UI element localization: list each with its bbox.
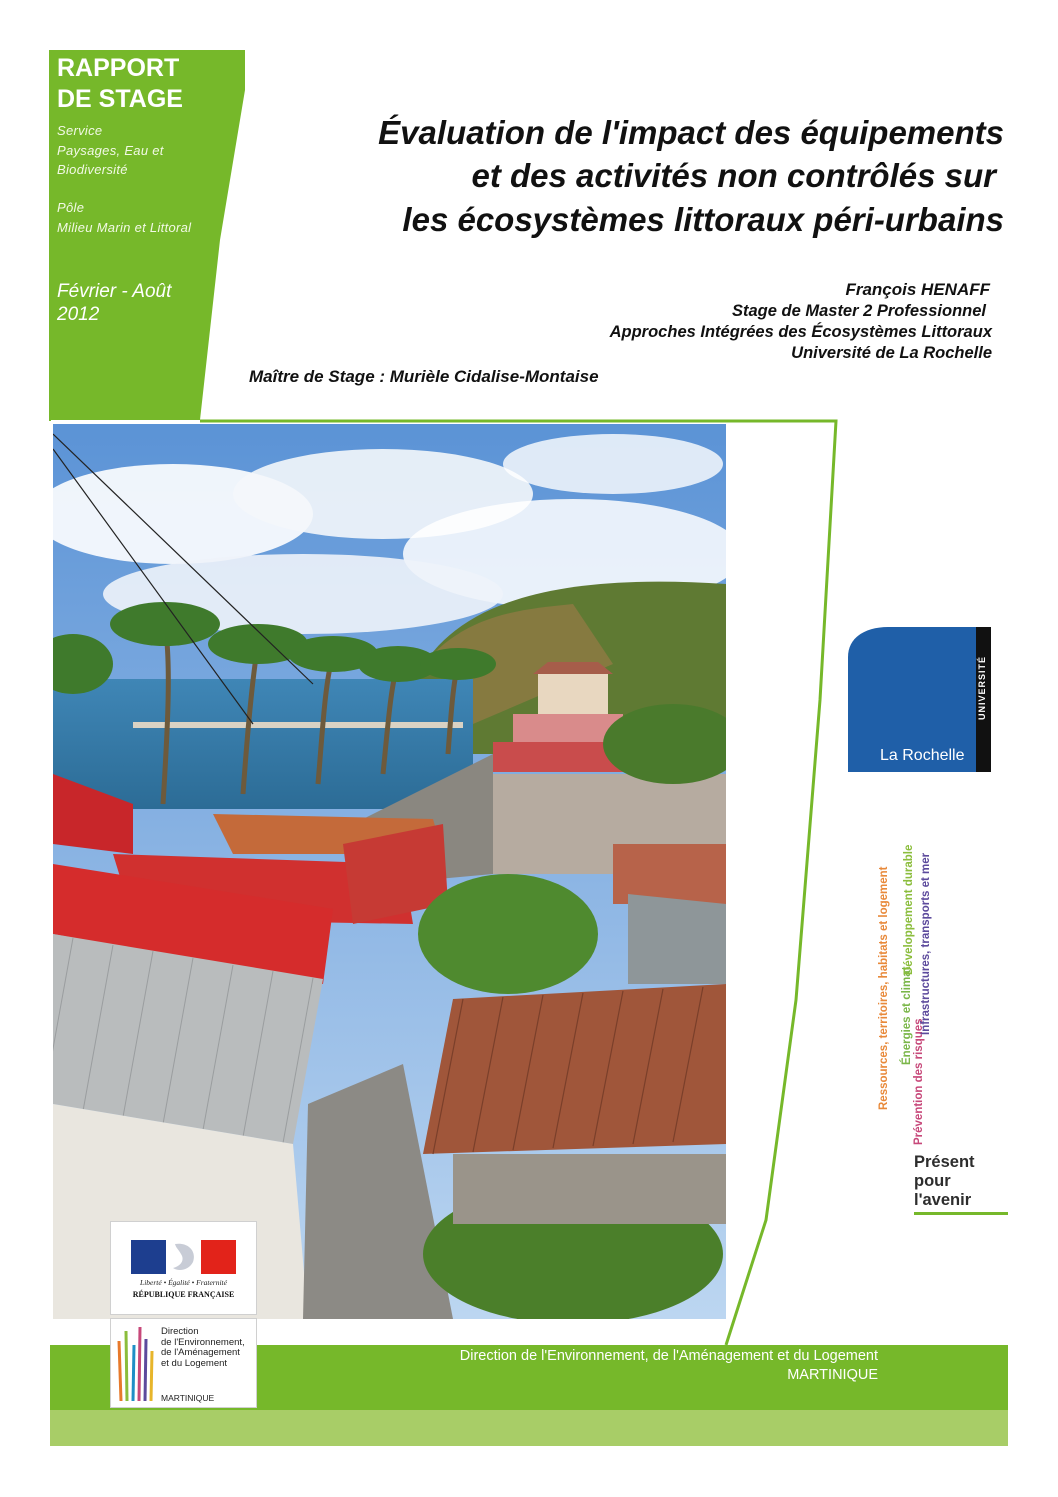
slogan-line2: pour	[914, 1172, 951, 1190]
dreal-logo	[110, 1318, 257, 1408]
title-line-1: Évaluation de l'impact des équipements	[378, 114, 1004, 151]
author-degree: Stage de Master 2 Professionnel	[731, 302, 986, 320]
theme-developpement: Développement durable	[903, 844, 915, 975]
republique-francaise-logo	[110, 1221, 257, 1315]
date-year: 2012	[57, 304, 100, 325]
dreal-line: de l'Aménagement	[161, 1347, 240, 1358]
title-line-2: et des activités non contrôlés sur	[471, 157, 996, 194]
footer-band-light	[50, 1410, 1008, 1446]
dreal-line: Direction	[161, 1326, 199, 1337]
slogan-line3: l'avenir	[914, 1191, 972, 1209]
supervisor: Maître de Stage : Murièle Cidalise-Montaise	[249, 367, 599, 386]
dreal-line: de l'Environnement,	[161, 1336, 245, 1348]
theme-energies: Énergies et climat	[901, 966, 913, 1065]
pole-line: Milieu Marin et Littoral	[57, 219, 192, 235]
univ-vertical-label: UNIVERSITÉ	[977, 655, 987, 720]
service-line: Biodiversité	[57, 162, 128, 177]
author-university: Université de La Rochelle	[791, 344, 992, 362]
date-range: Février - Août	[57, 281, 172, 302]
footer-line1: Direction de l'Environnement, de l'Aménagement et du Logement	[459, 1348, 878, 1364]
dreal-line: et du Logement	[161, 1357, 228, 1369]
dreal-name	[161, 1327, 245, 1369]
slogan-underline	[914, 1212, 1008, 1215]
cover-photo	[53, 424, 726, 1319]
footer-line2: MARTINIQUE	[787, 1367, 878, 1383]
dreal-region: MARTINIQUE	[161, 1393, 215, 1403]
rf-name: RÉPUBLIQUE FRANÇAISE	[132, 1290, 235, 1299]
service-line: Service	[57, 123, 103, 138]
pole-line: Pôle	[57, 200, 85, 215]
theme-infrastructures: Infrastructures, transports et mer	[920, 852, 932, 1035]
report-type-line2: DE STAGE	[57, 85, 183, 113]
theme-prevention: Prévention des risques	[913, 1018, 925, 1145]
rf-motto: Liberté • Égalité • Fraternité	[140, 1278, 227, 1287]
theme-ressources: Ressources, territoires, habitats et logement	[878, 866, 890, 1110]
author-name: François HENAFF	[845, 280, 990, 299]
slogan	[914, 1153, 975, 1210]
title-line-3: les écosystèmes littoraux péri-urbains	[402, 201, 1004, 238]
univ-city: La Rochelle	[880, 747, 965, 764]
author-program: Approches Intégrées des Écosystèmes Littoraux	[609, 323, 992, 341]
slogan-line1: Présent	[914, 1153, 975, 1171]
service-line: Paysages, Eau et	[57, 142, 164, 158]
report-type-line1: RAPPORT	[57, 54, 180, 82]
